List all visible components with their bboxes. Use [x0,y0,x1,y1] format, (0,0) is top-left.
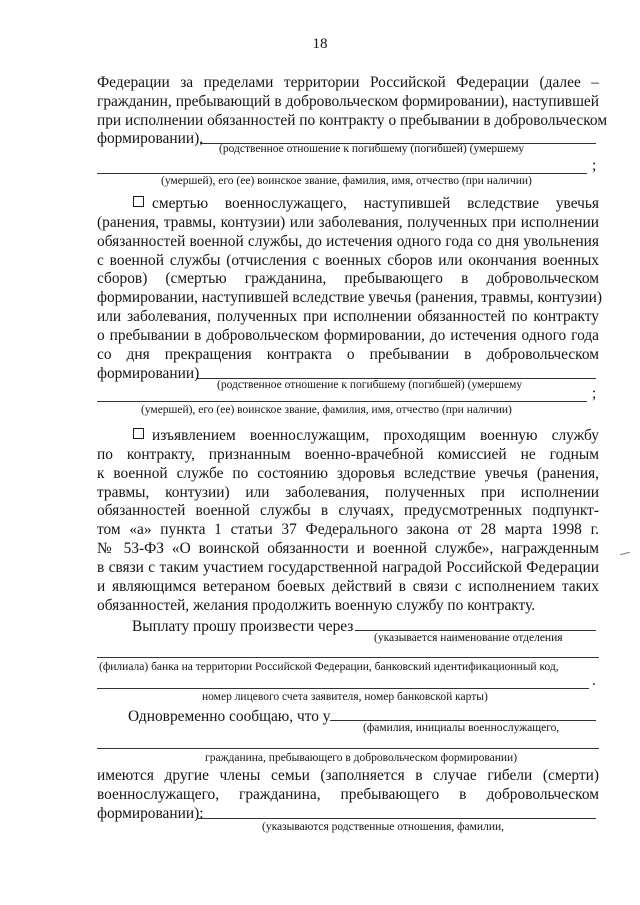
body-text-line: том «а» пункта 1 статьи 37 Федерального закона от 28 марта 1998 г. [97,521,599,538]
body-text-line: формировании) [97,365,200,382]
checkbox[interactable] [133,196,144,207]
body-text-line: по контракту, признанным военно-врачебной комиссией не годным [97,446,599,463]
body-text-line: к военной службе по состоянию здоровья вследствие увечья (ранения, [97,465,599,482]
field-hint: гражданина, пребывающего в добровольческом формировании) [205,752,518,764]
fill-in-line[interactable] [198,818,596,819]
fill-in-line[interactable] [97,401,587,402]
body-text-line: № 53-ФЗ «О воинской обязанности и военной службе», награжденным [97,540,599,557]
body-text-line: с военной службы (отчисления с военных сборов или окончания военных [97,252,599,269]
body-text-line: обязанностей военной службы в случаях, предусмотренных подпункт- [97,502,599,519]
field-hint: (умершей), его (ее) воинское звание, фамилия, имя, отчество (при наличии) [161,175,532,187]
body-text-line: о пребывании в добровольческом формировании, до истечения одного года [97,327,599,344]
checkbox-line [133,426,599,445]
body-text-line: Федерации за пределами территории Российской Федерации (далее – [97,74,599,91]
fill-in-line[interactable] [97,748,599,749]
fill-in-line[interactable] [97,688,589,689]
body-text-line: изъявлением военнослужащим, проходящим военную службу [152,427,599,444]
margin-mark [620,552,630,556]
semicolon: ; [592,157,597,174]
checkbox-line [133,194,599,213]
body-text-line: имеются другие члены семьи (заполняется в случае гибели (смерти) [97,767,599,784]
field-hint: (родственное отношение к погибшему (погибшей) (умершему [219,143,525,155]
semicolon: ; [592,385,597,402]
body-text-line: формировании), [97,130,204,147]
period: . [592,672,596,689]
body-text-line: травмы, контузии) или заболевания, полученных при исполнении [97,484,599,501]
field-hint: номер лицевого счета заявителя, номер банковской карты) [202,691,488,703]
field-hint: (указываются родственные отношения, фамилии, [262,821,504,833]
body-text-line: обязанностей военной службы, до истечения одного года со дня увольнения [97,233,599,250]
fill-in-line[interactable] [97,657,599,658]
body-text-line: смертью военнослужащего, наступившей вследствие увечья [152,195,599,212]
body-text-line: при исполнении обязанностей по контракту о пребывании в добровольческом [97,112,608,129]
field-hint: (указывается наименование отделения [374,632,563,644]
checkbox[interactable] [133,428,144,439]
body-text-line: в связи с таким участием государственной наградой Российской Федерации [97,559,599,576]
body-text-line: или заболевания, полученных при исполнении обязанностей по контракту [97,308,599,325]
field-hint: (фамилия, инициалы военнослужащего, [363,722,560,734]
field-hint: (родственное отношение к погибшему (погибшей) (умершему [217,379,523,391]
field-hint: (филиала) банка на территории Российской Федерации, банковский идентификационный код, [99,661,559,673]
body-text-line: формировании, наступившей вследствие увечья (ранения, травмы, контузии) [97,289,603,306]
body-text-line: и являющимся ветераном боевых действий в связи с исполнением таких [97,578,599,595]
body-text-line: со дня прекращения контракта о пребывании в добровольческом [97,346,599,363]
payment-label: Выплату прошу произвести через [132,618,354,635]
page-number: 18 [312,36,328,52]
notice-label: Одновременно сообщаю, что у [128,708,331,725]
body-text-line: гражданин, пребывающий в добровольческом формировании), наступившей [97,93,599,110]
body-text-line: формировании): [97,805,204,822]
field-hint: (умершей), его (ее) воинское звание, фамилия, имя, отчество (при наличии) [141,404,512,416]
body-text-line: военнослужащего, гражданина, пребывающего в добровольческом [97,786,599,803]
body-text-line: (ранения, травмы, контузии) или заболевания, полученных при исполнении [97,214,599,231]
body-text-line: сборов) (смертью гражданина, пребывающего в добровольческом [97,270,599,287]
body-text-line: обязанностей, желания продолжить военную службу по контракту. [97,597,536,614]
